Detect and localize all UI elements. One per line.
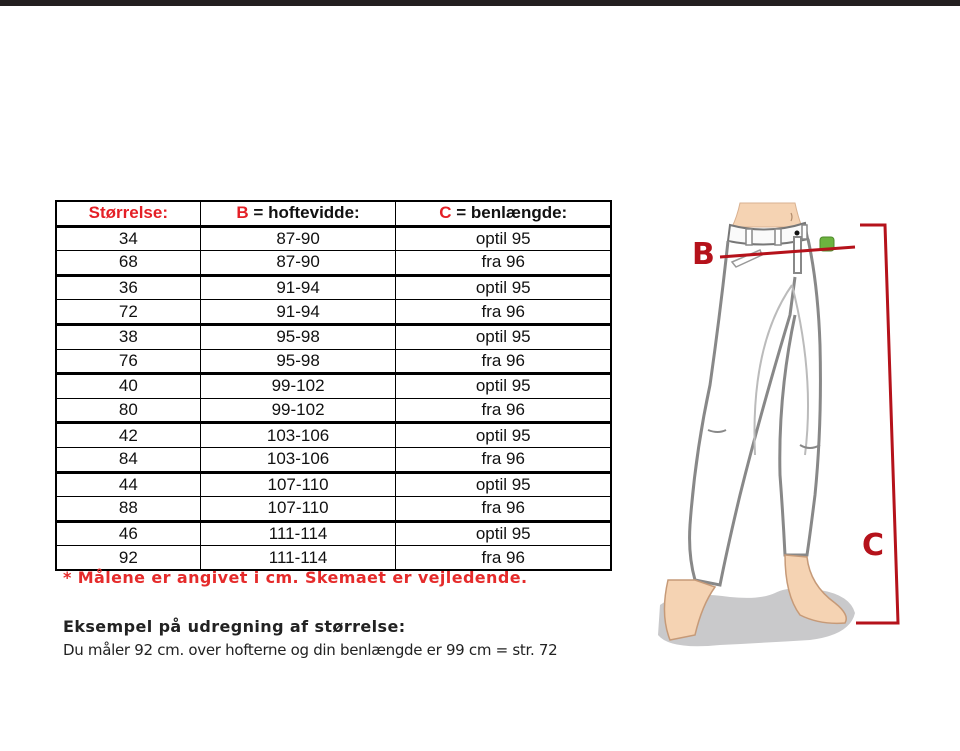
top-bar <box>0 0 960 6</box>
label-b: B <box>692 237 715 272</box>
cell-leg: fra 96 <box>396 447 611 472</box>
table-row <box>56 324 611 349</box>
cell-size: 68 <box>56 251 200 276</box>
table-row <box>56 472 611 497</box>
cell-hip: 103-106 <box>200 423 396 448</box>
cell-leg: optil 95 <box>396 275 611 300</box>
cell-leg: fra 96 <box>396 497 611 522</box>
table-row <box>56 423 611 448</box>
cell-size: 34 <box>56 226 200 251</box>
example-title: Eksempel på udregning af størrelse: <box>63 617 406 636</box>
table-row <box>56 300 611 325</box>
example-text: Du måler 92 cm. over hofterne og din benlængde er 99 cm = str. 72 <box>63 641 558 659</box>
cell-size: 38 <box>56 324 200 349</box>
cell-size: 92 <box>56 546 200 570</box>
cell-leg: fra 96 <box>396 546 611 570</box>
cell-size: 44 <box>56 472 200 497</box>
pants-illustration <box>640 195 920 665</box>
cell-size: 76 <box>56 349 200 374</box>
header-leg <box>396 201 611 226</box>
cell-leg: fra 96 <box>396 251 611 276</box>
header-size <box>56 201 200 226</box>
table-row <box>56 226 611 251</box>
table-row <box>56 497 611 522</box>
cell-size: 40 <box>56 374 200 399</box>
table-row <box>56 447 611 472</box>
cell-hip: 95-98 <box>200 324 396 349</box>
cell-size: 42 <box>56 423 200 448</box>
cell-hip: 95-98 <box>200 349 396 374</box>
header-hip-label: = hoftevidde: <box>248 203 360 223</box>
cell-leg: optil 95 <box>396 472 611 497</box>
cell-hip: 91-94 <box>200 300 396 325</box>
header-leg-prefix: C <box>439 203 452 223</box>
cell-leg: fra 96 <box>396 349 611 374</box>
cell-hip: 91-94 <box>200 275 396 300</box>
table-row <box>56 374 611 399</box>
cell-size: 72 <box>56 300 200 325</box>
cell-leg: optil 95 <box>396 226 611 251</box>
cell-size: 80 <box>56 398 200 423</box>
cell-leg: optil 95 <box>396 423 611 448</box>
table-header-row <box>56 201 611 226</box>
cell-leg: optil 95 <box>396 374 611 399</box>
cell-hip: 111-114 <box>200 546 396 570</box>
cell-hip: 107-110 <box>200 472 396 497</box>
cell-hip: 103-106 <box>200 447 396 472</box>
cell-size: 46 <box>56 521 200 546</box>
cell-size: 88 <box>56 497 200 522</box>
table-row <box>56 521 611 546</box>
cell-hip: 99-102 <box>200 374 396 399</box>
cell-size: 36 <box>56 275 200 300</box>
table-row <box>56 349 611 374</box>
header-size-label: Størrelse: <box>88 203 169 223</box>
cell-hip: 111-114 <box>200 521 396 546</box>
table-row <box>56 546 611 570</box>
cell-hip: 107-110 <box>200 497 396 522</box>
measurement-note: * Målene er angivet i cm. Skemaet er vejledende. <box>63 568 528 587</box>
cell-size: 84 <box>56 447 200 472</box>
table-row <box>56 398 611 423</box>
label-c: C <box>862 528 885 563</box>
cell-leg: fra 96 <box>396 300 611 325</box>
table-row <box>56 251 611 276</box>
cell-leg: fra 96 <box>396 398 611 423</box>
cell-hip: 87-90 <box>200 251 396 276</box>
header-hip-prefix: B <box>236 203 249 223</box>
header-hip <box>200 201 396 226</box>
breeches-figure-icon <box>640 195 920 665</box>
cell-leg: optil 95 <box>396 521 611 546</box>
size-chart-table <box>55 200 612 571</box>
cell-leg: optil 95 <box>396 324 611 349</box>
header-leg-label: = benlængde: <box>451 203 568 223</box>
table-row <box>56 275 611 300</box>
cell-hip: 99-102 <box>200 398 396 423</box>
cell-hip: 87-90 <box>200 226 396 251</box>
